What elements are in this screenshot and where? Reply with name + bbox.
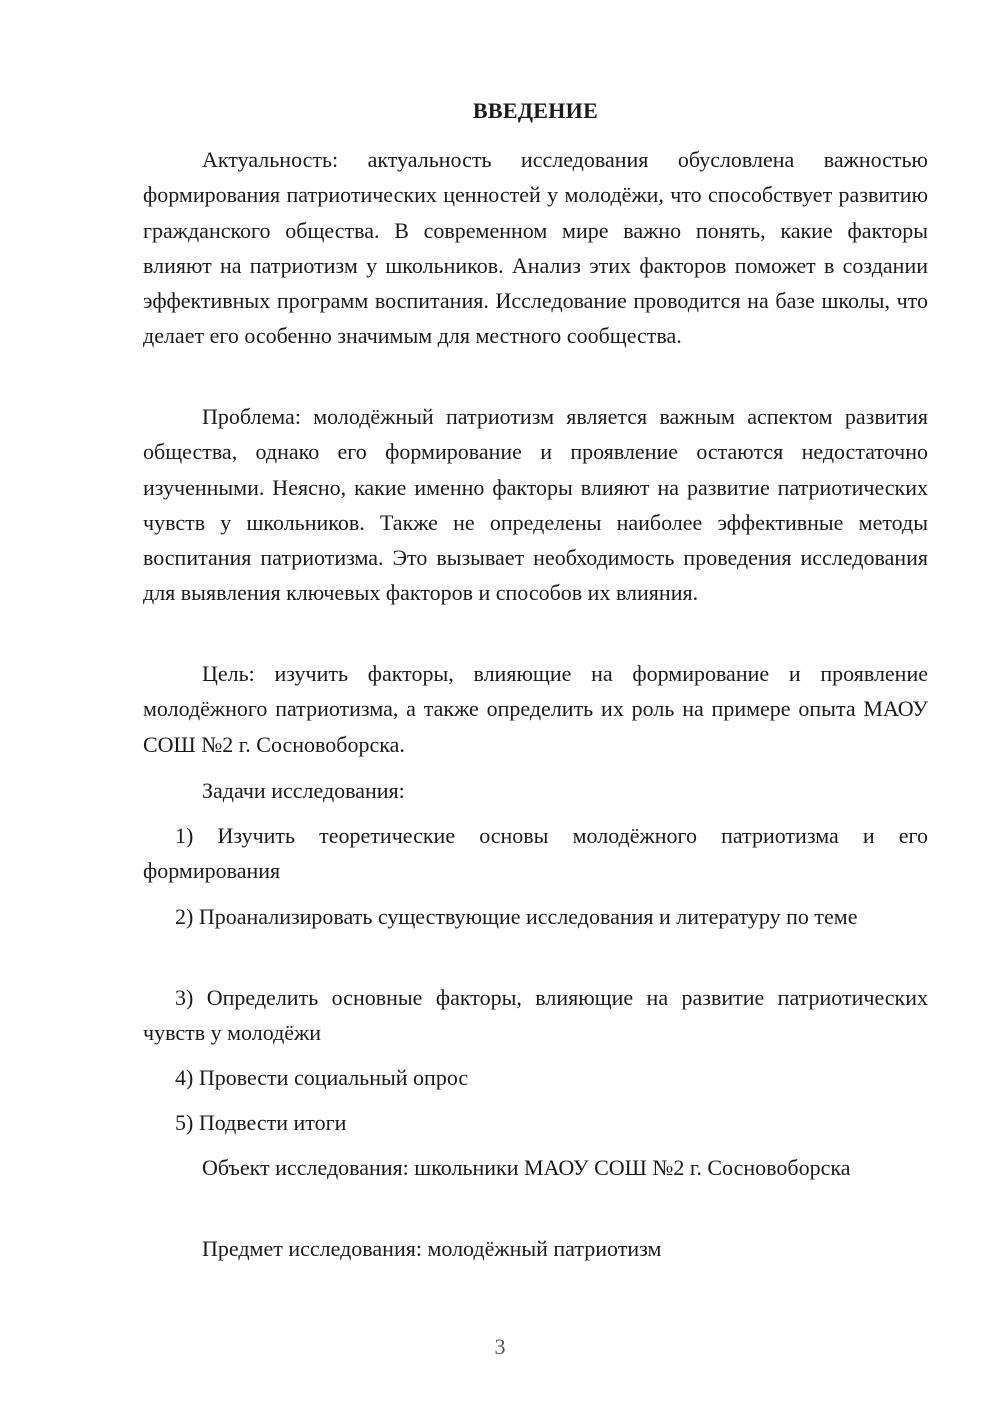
task-item-1: 1) Изучить теоретические основы молодёжного патриотизма и его формирования — [143, 823, 928, 884]
task-item-5: 5) Подвести итоги — [175, 1110, 347, 1135]
paragraph-problem: Проблема: молодёжный патриотизм является важным аспектом развития общества, однако его формирование и проявление остаются недостаточно изученными. Неясно, какие именно факторы влияют на развитие патриотических чувств у школьников. Также не определены наиболее эффективные методы воспитания патриотизма. Это вызывает необходимость проведения исследования для выявления ключевых факторов и способов их влияния. — [143, 404, 928, 606]
tasks-heading: Задачи исследования: — [202, 778, 405, 803]
task-item-3: 3) Определить основные факторы, влияющие на развитие патриотических чувств у молодёжи — [143, 985, 928, 1046]
paragraph-object: Объект исследования: школьники МАОУ СОШ №2 г. Сосновоборска — [202, 1155, 851, 1180]
task-item-4: 4) Провести социальный опрос — [175, 1065, 469, 1090]
paragraph-relevance: Актуальность: актуальность исследования обусловлена важностью формирования патриотических ценностей у молодёжи, что способствует развитию гражданского общества. В современном мире важно понять, какие факторы влияют на патриотизм у школьников. Анализ этих факторов поможет в создании эффективных программ воспитания. Исследование проводится на базе школы, что делает его особенно значимым для местного сообщества. — [143, 147, 928, 349]
task-item-2: 2) Проанализировать существующие исследования и литературу по теме — [175, 904, 858, 929]
paragraph-subject: Предмет исследования: молодёжный патриотизм — [202, 1236, 662, 1261]
section-title: ВВЕДЕНИЕ — [472, 98, 599, 123]
paragraph-goal: Цель: изучить факторы, влияющие на формирование и проявление молодёжного патриотизма, а также определить их роль на примере опыта МАОУ СОШ №2 г. Сосновоборска. — [143, 661, 928, 757]
page-number: 3 — [494, 1334, 506, 1359]
